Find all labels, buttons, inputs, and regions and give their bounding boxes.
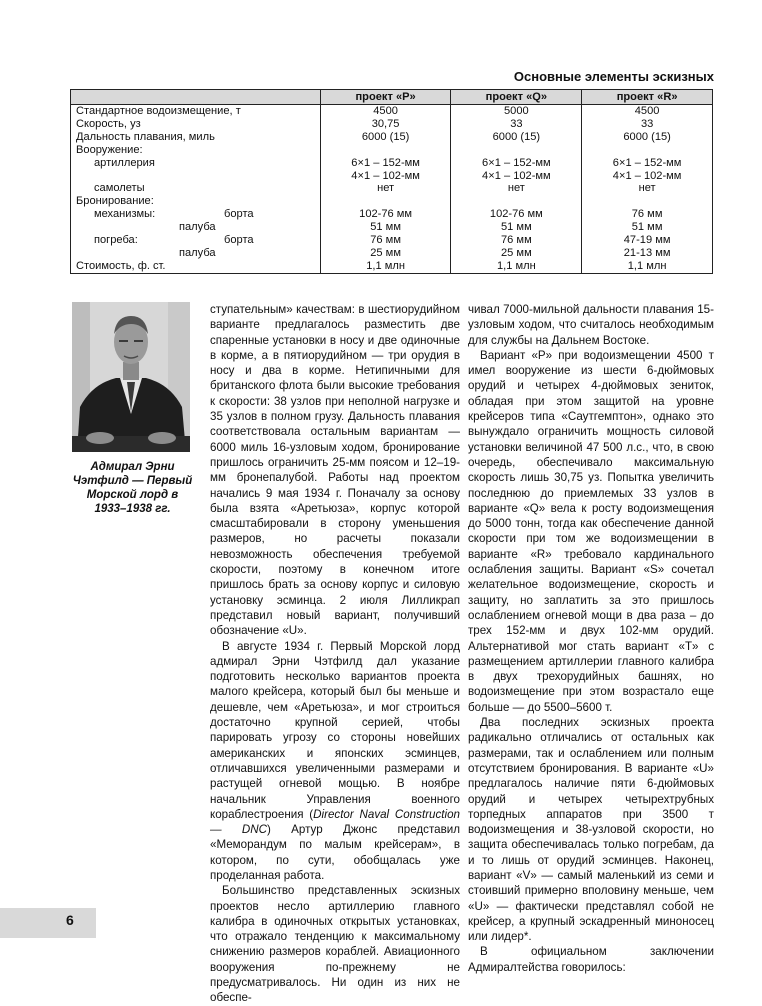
table-header-r: проект «R»	[582, 90, 713, 105]
cell-p: 76 мм	[320, 234, 451, 247]
table-header-p: проект «P»	[320, 90, 451, 105]
row-label: самолеты	[94, 182, 145, 195]
cell-r: 6×1 – 152-мм	[582, 157, 713, 170]
cell-p: 30,75	[320, 118, 451, 131]
cell-p: 4×1 – 102-мм	[320, 170, 451, 183]
row-label: погреба:	[94, 234, 138, 247]
table-row	[71, 234, 713, 247]
italic-term: Director Naval Construction — DNC	[210, 807, 460, 837]
table-row	[71, 170, 713, 183]
cell-p: 6×1 – 152-мм	[320, 157, 451, 170]
paragraph: Два последних эскизных проекта радикально отличались от остальных как размерами, так и ослаблением или полным отсутствием бронирования. В варианте «U» предлагалось наличие пяти 6-дюймовых орудий и четырех четырехтрубных торпедных аппаратов при 3500 т водоизмещения и 38-узловой скорости, но защита обеспечивалась только погребам, да и то лишь от орудий эсминцев. Наконец, вариант «V» — самый маленький из семи и стоивший примерно вполовину меньше, чем «U» — фактически представлял собой не крейсер, а крупный эскадренный миноносец или лидер*.	[468, 716, 714, 944]
paragraph: чивал 7000-мильной дальности плавания 15-узловым ходом, что считалось необходимым для службы на Дальнем Востоке.	[468, 303, 714, 347]
paragraph-text: В августе 1934 г. Первый Морской лорд адмирал Эрни Чэтфилд дал указание подготовить несколько вариантов проекта малого крейсера, который был бы меньше и дешевле, чем «Аретьюза», и мог строиться достаточно крупной серией, чтобы парировать угрозу со стороны новейших американских и японских эсминцев, отличавшихся увеличенными размерами и растущей огневой мощью. В ноябре начальник Управления военного кораблестроения	[210, 639, 460, 821]
cell-r: 33	[582, 118, 713, 131]
table-header-row	[71, 90, 713, 105]
row-sublabel: борта	[224, 234, 254, 247]
row-sublabel: борта	[224, 208, 254, 221]
text-column-left	[210, 302, 460, 1006]
row-label: артиллерия	[94, 156, 155, 169]
cell-q: 5000	[451, 105, 582, 118]
spec-table	[70, 89, 713, 274]
paragraph: В августе 1934 г. Первый Морской лорд адмирал Эрни Чэтфилд дал указание подготовить несколько вариантов проекта малого крейсера, который был бы меньше и дешевле, чем «Аретьюза», и мог строиться достаточно крупной серией, чтобы парировать угрозу со стороны новейших американских и японских эсминцев, отличавшихся увеличенными размерами и растущей огневой мощью. В ноябре начальник Управления военного кораблестроения (Director Naval Construction — DNC) Артур Джонс представил «Меморандум по малым крейсерам», в котором, по сути, обобщалась уже проделанная работа.	[210, 639, 460, 882]
table-row	[71, 118, 713, 131]
page-number-tab	[0, 908, 96, 938]
text-column-right	[468, 302, 714, 975]
row-label: Стандартное водоизмещение, т	[76, 105, 241, 117]
table-row	[71, 247, 713, 260]
table-row	[71, 144, 713, 157]
cell-r: 51 мм	[582, 221, 713, 234]
table-row	[71, 157, 713, 170]
row-sublabel: палуба	[179, 246, 216, 259]
cell-p: 51 мм	[320, 221, 451, 234]
cell-q: 6×1 – 152-мм	[451, 157, 582, 170]
cell-p: нет	[320, 182, 451, 195]
row-label: Стоимость, ф. ст.	[76, 259, 166, 272]
row-label: механизмы:	[94, 208, 156, 221]
cell-q: 1,1 млн	[451, 260, 582, 273]
paragraph: Вариант «P» при водоизмещении 4500 т имел вооружение из шести 6-дюймовых орудий и четырех 4-дюймовых зениток, обладая при этом защитой на уровне крейсеров типа «Саутгемптон», однако это вынуждало ограничить мощность силовой установки величиной 47 500 л.с., что, в свою очередь, обеспечивало максимальную скорость лишь 30,75 уз. Попытка увеличить последнюю до приемлемых 33 узлов в варианте «Q» вела к росту водоизмещения до 5000 тонн, тогда как обеспечение данной скорости при том же водоизмещении в варианте «R» требовало кардинального ослабления защиты. Вариант «S» сочетал желательное водоизмещение, скорость и защиту, но заплатить за это пришлось ослаблением огневой мощи в два раза – до трех 152-мм и двух 102-мм орудий. Альтернативой мог стать вариант «T» с размещением артиллерии главного калибра в двух трехорудийных башнях, но водоизмещение при этом возрастало еще больше — до 5500–5600 т.	[468, 348, 714, 714]
cell-r: 47-19 мм	[582, 234, 713, 247]
table-row	[71, 260, 713, 273]
cell-q: 6000 (15)	[451, 131, 582, 144]
paragraph: Большинство представленных эскизных проектов несло артиллерию главного калибра в одиночных открытых установках, что отражало тенденцию к максимальному снижению размеров кораблей. Авиационного вооружения по-прежнему не предусматривалось. Ни один из них не обеспе-	[210, 884, 460, 1005]
admiral-portrait-photo	[72, 302, 190, 452]
cell-r: 76 мм	[582, 208, 713, 221]
cell-p: 4500	[320, 105, 451, 118]
cell-r: 6000 (15)	[582, 131, 713, 144]
table-row	[71, 105, 713, 118]
cell-r: нет	[582, 182, 713, 195]
table-row	[71, 221, 713, 234]
table-header-blank	[71, 90, 321, 105]
cell-q: 4×1 – 102-мм	[451, 170, 582, 183]
cell-q: 25 мм	[451, 247, 582, 260]
row-label: Скорость, уз	[76, 117, 141, 130]
paragraph: ступательным» качествам: в шестиорудийном варианте предлагалось разместить две спаренные установки в носу и две одиночные в корме, а в пятиорудийном — три орудия в носу и два в корме. Нетипичными для британского флота были высокие требования к скорости: 38 узлов при неполной нагрузке и 35 узлов в полном грузу. Дальность плавания соответствовала остальным вариантам — 6000 миль 16-узловым ходом, бронирование пришлось ограничить 25-мм поясом и 12–19-мм бронепалубой. Работы над проектом начались 9 мая 1934 г. Поначалу за основу была взята «Аретьюза», корпус которой смасштабировали в сторону уменьшения размеров, но расчеты показали невозможность обеспечения требуемой скорости, поэтому в конечном итоге пришлось брать за основу корпус и силовую установку эсминца. 2 июля Лилликрап представил новый вариант, получивший обозначение «U».	[210, 303, 460, 638]
row-sublabel: палуба	[179, 221, 216, 234]
table-row	[71, 195, 713, 208]
table-row	[71, 131, 713, 144]
cell-q: нет	[451, 182, 582, 195]
row-label: Дальность плавания, миль	[76, 130, 215, 143]
cell-p: 6000 (15)	[320, 131, 451, 144]
table-title: Основные элементы эскизных	[513, 69, 714, 84]
cell-q: 33	[451, 118, 582, 131]
cell-q: 76 мм	[451, 234, 582, 247]
paragraph: В официальном заключении Адмиралтейства говорилось:	[468, 945, 714, 974]
cell-r: 21-13 мм	[582, 247, 713, 260]
table-row	[71, 182, 713, 195]
table-row	[71, 208, 713, 221]
cell-p: 102-76 мм	[320, 208, 451, 221]
cell-p: 25 мм	[320, 247, 451, 260]
page-number: 6	[66, 912, 74, 928]
cell-q: 102-76 мм	[451, 208, 582, 221]
table-header-q: проект «Q»	[451, 90, 582, 105]
cell-p: 1,1 млн	[320, 260, 451, 273]
cell-r: 4500	[582, 105, 713, 118]
row-label: Бронирование:	[76, 195, 154, 208]
paragraph-text: Артур Джонс представил «Меморандум по малым крейсерам», в котором, по сути, обобщалась уже проделанная работа.	[210, 823, 460, 882]
photo-caption: Адмирал Эрни Чэтфилд — Первый Морской лорд в 1933–1938 гг.	[72, 461, 193, 515]
row-label: Вооружение:	[76, 143, 143, 156]
cell-r: 4×1 – 102-мм	[582, 170, 713, 183]
cell-r: 1,1 млн	[582, 260, 713, 273]
cell-q: 51 мм	[451, 221, 582, 234]
